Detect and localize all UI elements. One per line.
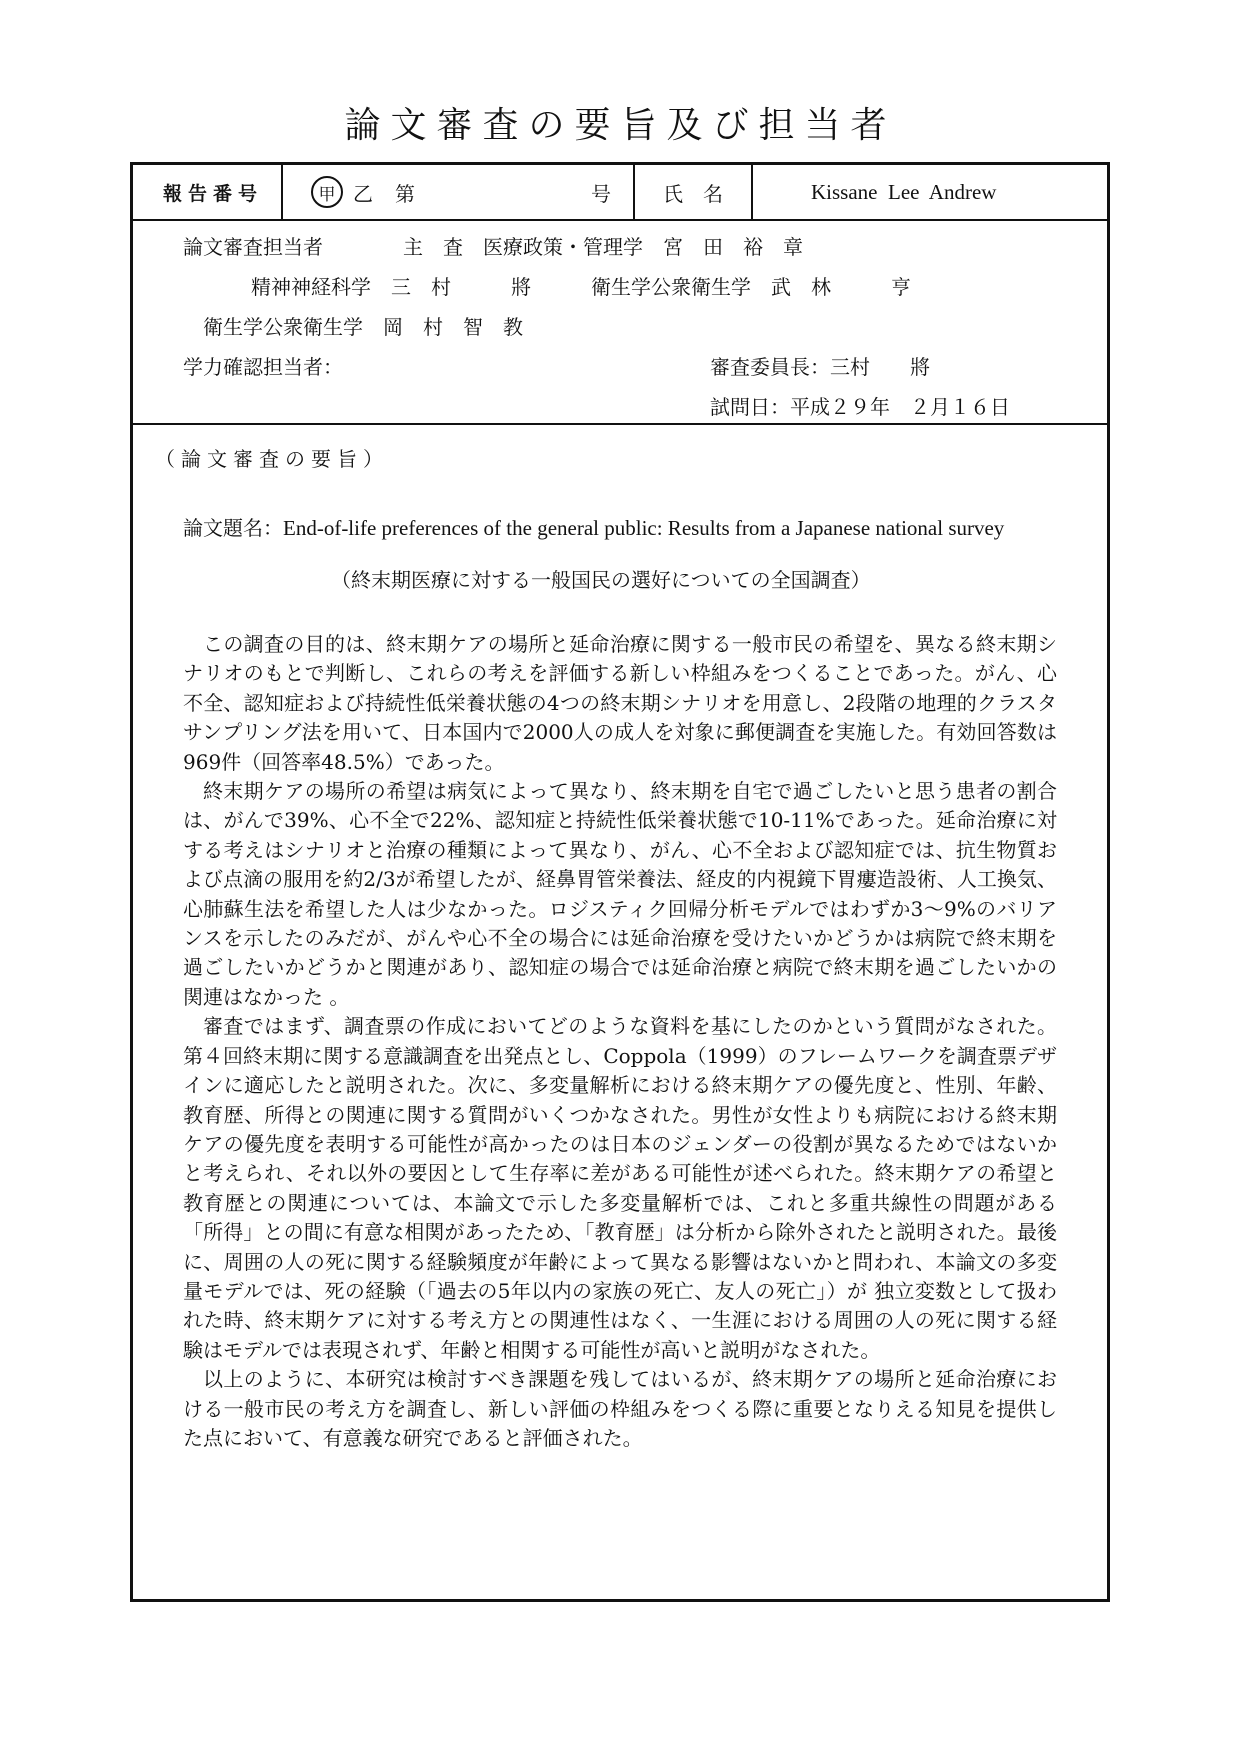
- header-divider: [281, 165, 283, 219]
- committee-chair: 審査委員長：三村 將: [710, 355, 930, 379]
- exam-date: 試問日：平成２９年 ２月１６日: [710, 395, 1010, 419]
- name-label: 氏 名: [663, 181, 723, 206]
- report-number-field: [311, 165, 415, 219]
- thesis-title-en: End-of-life preferences of the general public: Results from a Japanese national survey: [283, 516, 1005, 540]
- examiner-line: 主 査 医療政策・管理学 宮 田 裕 章: [403, 235, 803, 259]
- examiners-label: 論文審査担当者: [183, 235, 323, 259]
- report-frame: [130, 162, 1110, 1602]
- section-divider: [133, 423, 1107, 425]
- report-number-label: 報告番号: [163, 182, 264, 205]
- summary-body: [183, 630, 1057, 1453]
- examiner-line: 衛生学公衆衛生学 岡 村 智 教: [203, 315, 523, 339]
- academic-check-label: 学力確認担当者：: [183, 355, 343, 379]
- dai-label: 第: [395, 181, 415, 206]
- thesis-title-ja: （終末期医療に対する一般国民の選好についての全国調査）: [331, 568, 871, 592]
- otsu-label: 乙: [353, 181, 373, 206]
- summary-paragraph: 終末期ケアの場所の希望は病気によって異なり、終末期を自宅で過ごしたいと思う患者の割合は、がんで39%、心不全で22%、認知症と持続性低栄養状態で10-11%であった。延命治療に対する考えはシナリオと治療の種類によって異なり、がん、心不全および認知症では、抗生物質および点滴の服用を約2/3が希望したが、経鼻胃管栄養法、経皮的内視鏡下胃瘻造設術、人工換気、心肺蘇生法を希望した人は少なかった。ロジスティク回帰分析モデルではわずか3～9%のバリアンスを示したのみだが、がんや心不全の場合には延命治療を受けたいかどうかは病院で終末期を過ごしたいかどうかと関連があり、認知症の場合では延命治療と病院で終末期を過ごしたいかの関連はなかった 。: [183, 779, 1057, 1009]
- examiner-line: 精神神経科学 三 村 將 衛生学公衆衛生学 武 林 亨: [251, 275, 911, 299]
- summary-heading: （論文審査の要旨）: [155, 447, 389, 471]
- document-title: 論文審査の要旨及び担当者: [344, 105, 897, 146]
- header-divider: [751, 165, 753, 219]
- summary-paragraph: 審査ではまず、調査票の作成においてどのような資料を基にしたのかという質問がなされた。第４回終末期に関する意識調査を出発点とし、Coppola（1999）のフレームワークを調査票デザインに適応したと説明された。次に、多変量解析における終末期ケアの優先度と、性別、年齢、教育歴、所得との関連に関する質問がいくつかなされた。男性が女性よりも病院における終末期ケアの優先度を表明する可能性が高かったのは日本のジェンダーの役割が異なるためではないかと考えられ、それ以外の要因として生存率に差がある可能性が述べられた。終末期ケアの希望と教育歴との関連については、本論文で示した多変量解析では、これと多重共線性の問題がある「所得」との間に有意な相関があったため、「教育歴」は分析から除外されたと説明された。最後に、周囲の人の死に関する経験頻度が年齢によって異なる影響はないかと問われ、本論文の多変量モデルでは、死の経験（「過去の5年以内の家族の死亡、友人の死亡」）が 独立変数として扱われた時、終末期ケアに対する考え方との関連性はなく、一生涯における周囲の人の死に関する経験はモデルでは表現されず、年齢と相関する可能性が高いと説明がなされた。: [183, 1014, 1057, 1362]
- summary-paragraph: 以上のように、本研究は検討すべき課題を残してはいるが、終末期ケアの場所と延命治療における一般市民の考え方を調査し、新しい評価の枠組みをつくる際に重要となりえる知見を提供した点において、有意義な研究であると評価された。: [183, 1367, 1057, 1450]
- kou-circle: 甲: [311, 176, 343, 208]
- header-divider: [633, 165, 635, 219]
- header-row: [133, 165, 1107, 221]
- thesis-title-label: 論文題名：: [183, 516, 283, 540]
- summary-paragraph: この調査の目的は、終末期ケアの場所と延命治療に関する一般市民の希望を、異なる終末期シナリオのもとで判断し、これらの考えを評価する新しい枠組みをつくることであった。がん、心不全、認知症および持続性低栄養状態の4つの終末期シナリオを用意し、2段階の地理的クラスタサンプリング法を用いて、日本国内で2000人の成人を対象に郵便調査を実施した。有効回答数は969件（回答率48.5%）であった。: [183, 632, 1057, 774]
- candidate-name: Kissane Lee Andrew: [811, 179, 997, 204]
- gou-label: 号: [591, 181, 611, 206]
